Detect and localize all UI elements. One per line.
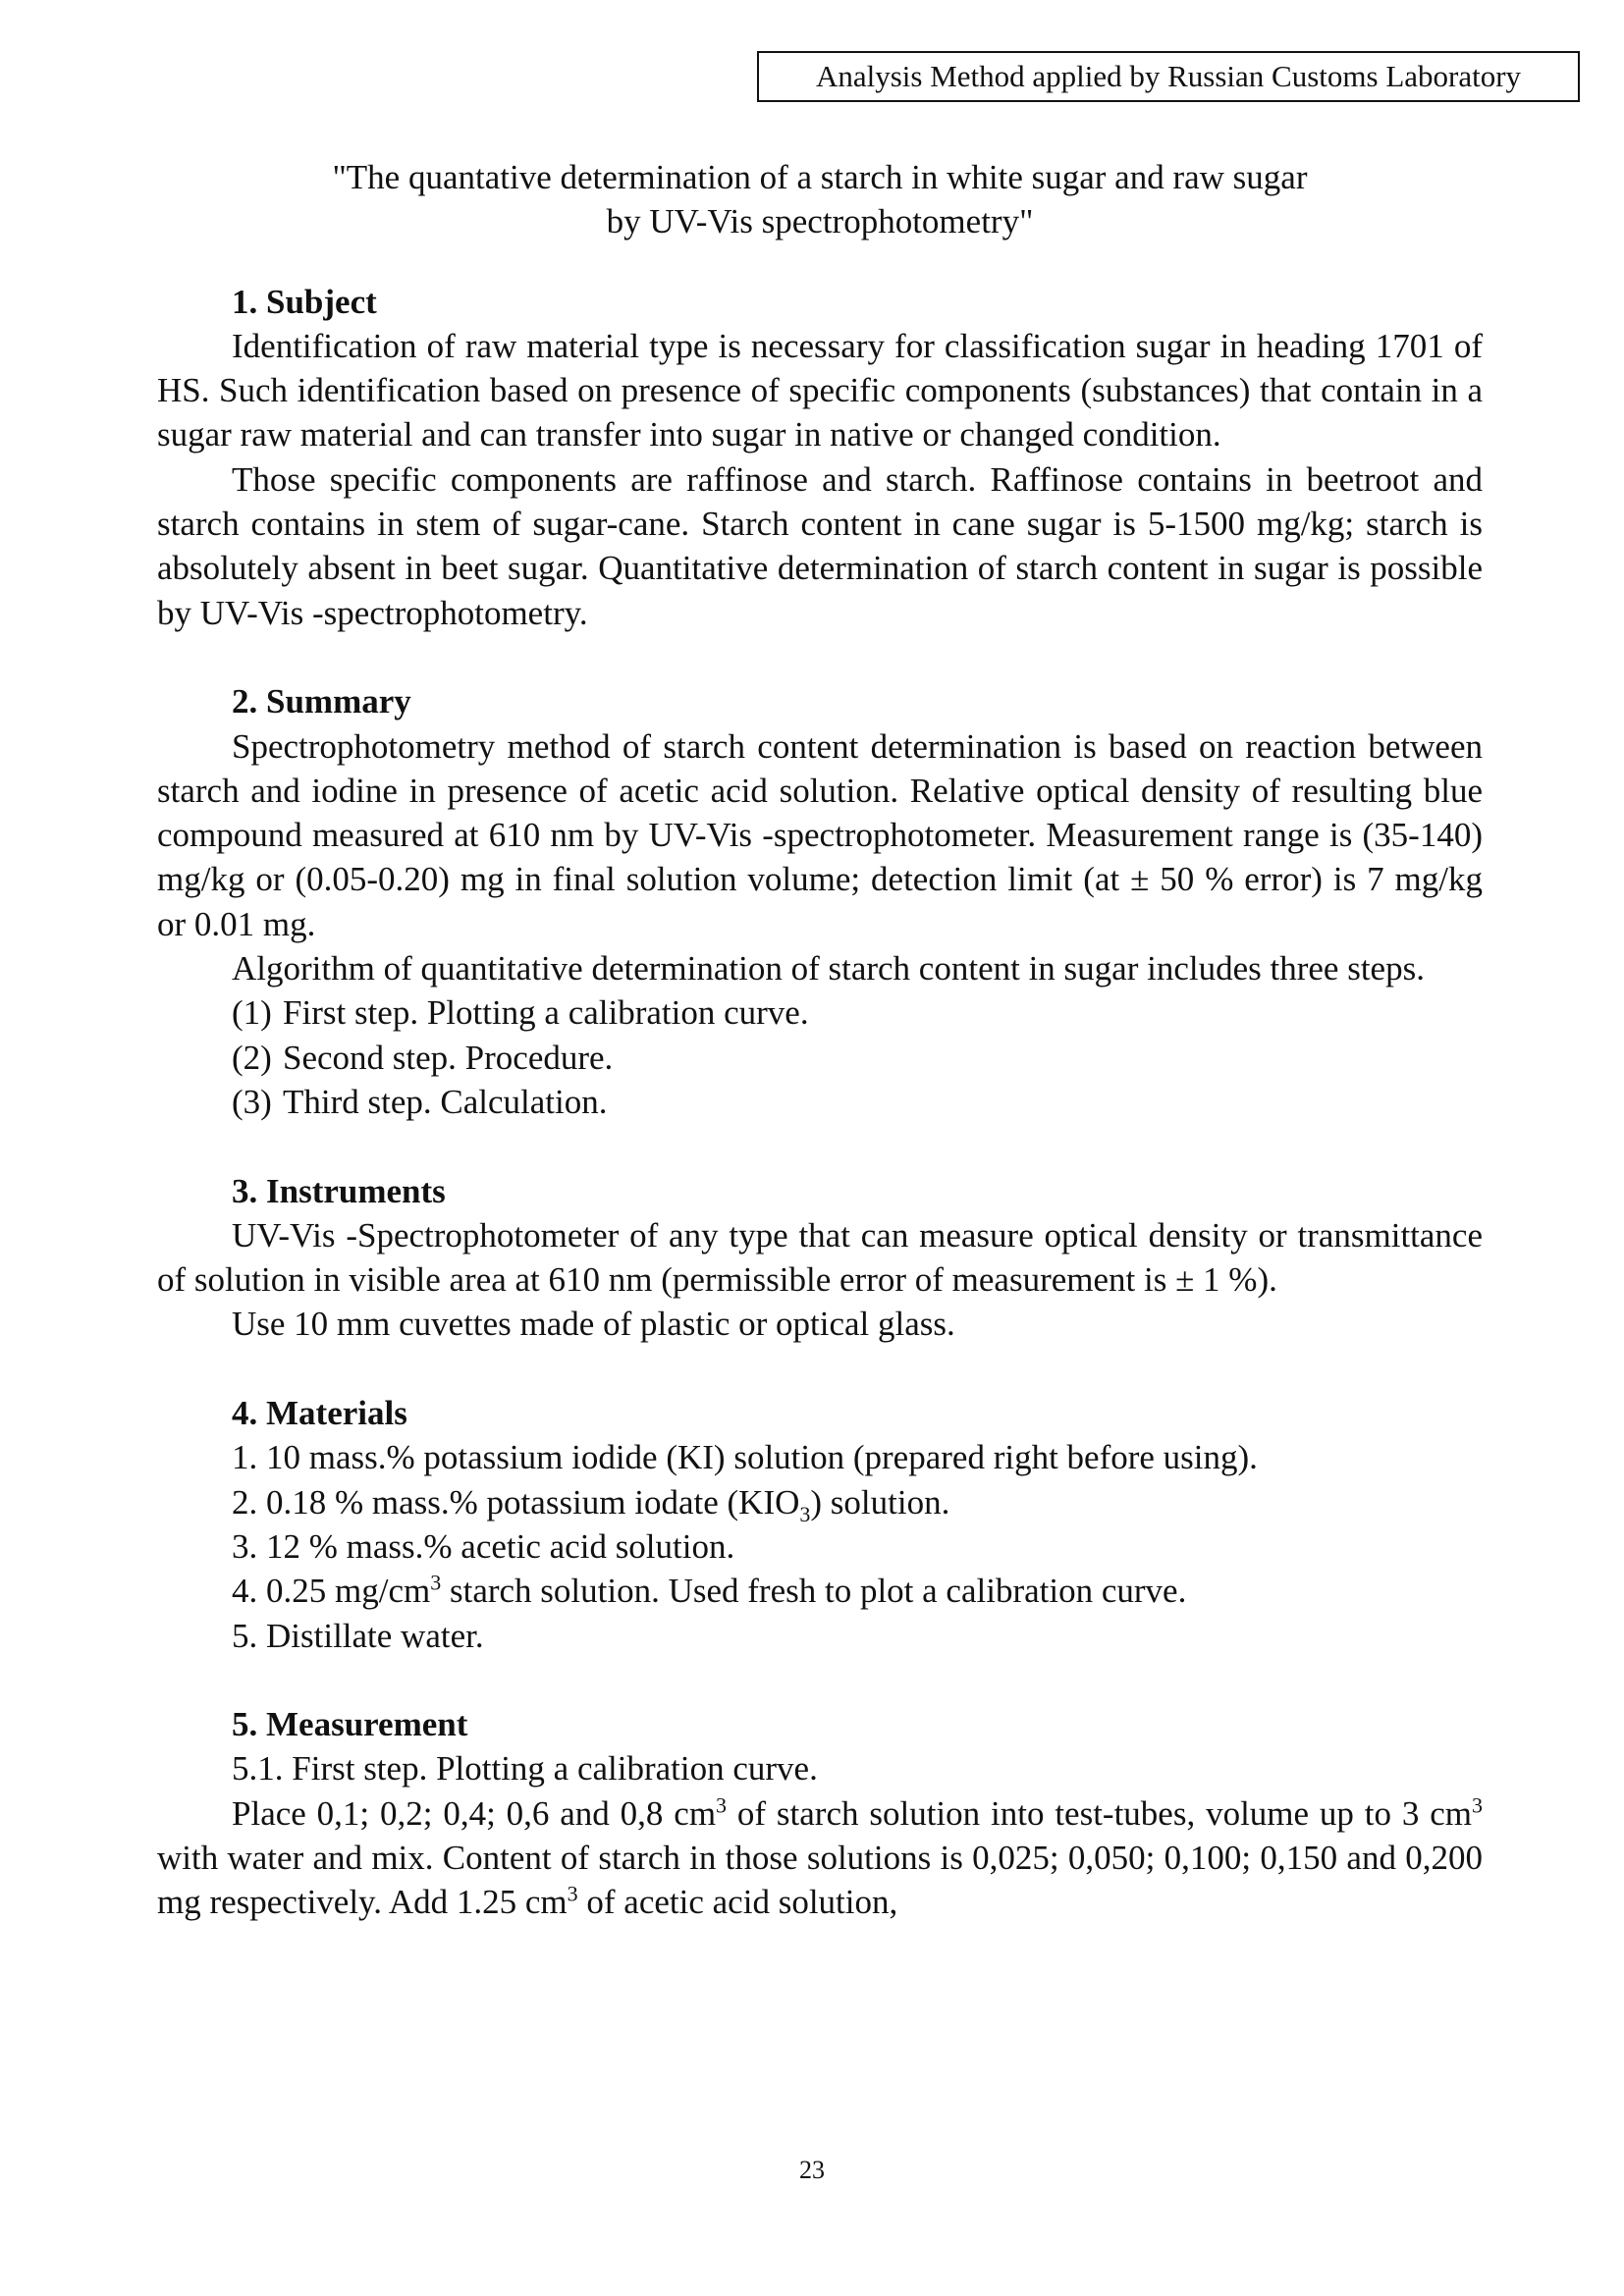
- list-item: [157, 1569, 1483, 1613]
- section-materials: [157, 1391, 1483, 1658]
- material-text: ) solution.: [810, 1482, 950, 1522]
- measurement-text: with water and mix. Content of starch in those solutions is 0,025; 0,050; 0,100; 0,150 and 0,200 mg respectively. Add 1.25 cm: [157, 1838, 1483, 1922]
- step-text: Third step. Calculation.: [283, 1082, 608, 1121]
- list-item: [157, 1080, 1483, 1124]
- section-measurement: [157, 1702, 1483, 1924]
- section-heading-instruments: 3. Instruments: [232, 1171, 446, 1210]
- material-text: 2. 0.18 % mass.% potassium iodate (KIO: [232, 1482, 800, 1522]
- list-item: [157, 1036, 1483, 1080]
- section-summary: [157, 679, 1483, 1124]
- step-number: (2): [232, 1038, 272, 1077]
- document-title: [157, 155, 1483, 244]
- instruments-paragraph-2: Use 10 mm cuvettes made of plastic or optical glass.: [232, 1305, 955, 1344]
- summary-paragraph-2: Algorithm of quantitative determination of starch content in sugar includes three steps.: [232, 949, 1425, 988]
- list-item: 5. Distillate water.: [232, 1616, 484, 1655]
- measurement-text: of starch solution into test-tubes, volume up to 3 cm: [727, 1793, 1472, 1833]
- superscript: 3: [430, 1570, 442, 1595]
- list-item: 1. 10 mass.% potassium iodide (KI) solution (prepared right before using).: [232, 1438, 1258, 1477]
- list-item: 3. 12 % mass.% acetic acid solution.: [232, 1526, 735, 1566]
- section-heading-measurement: 5. Measurement: [232, 1705, 468, 1744]
- measurement-text: Place 0,1; 0,2; 0,4; 0,6 and 0,8 cm: [232, 1793, 717, 1833]
- section-instruments: [157, 1169, 1483, 1347]
- superscript: 3: [716, 1792, 728, 1818]
- section-heading-subject: 1. Subject: [232, 282, 377, 321]
- section-subject: [157, 280, 1483, 635]
- instruments-paragraph-1: UV-Vis -Spectrophotometer of any type that can measure optical density or transmittance of solution in visible area at 610 nm (permissible error of measurement is ± 1 %).: [157, 1215, 1483, 1300]
- step-text: First step. Plotting a calibration curve.: [283, 993, 809, 1033]
- document-body: [157, 147, 1483, 1925]
- superscript: 3: [567, 1881, 578, 1906]
- title-line-2: by UV-Vis spectrophotometry": [606, 202, 1034, 241]
- title-line-1: "The quantative determination of a starch in white sugar and raw sugar: [332, 158, 1308, 196]
- running-header: Analysis Method applied by Russian Customs Laboratory: [757, 51, 1580, 102]
- section-heading-materials: 4. Materials: [232, 1394, 407, 1433]
- subject-paragraph-1: Identification of raw material type is necessary for classification sugar in heading 1701 of HS. Such identification based on presence of specific components (substances) that contain in a sugar raw material and can transfer into sugar in native or changed condition.: [157, 326, 1483, 454]
- step-number: (1): [232, 993, 272, 1033]
- summary-paragraph-1: Spectrophotometry method of starch content determination is based on reaction between starch and iodine in presence of acetic acid solution. Relative optical density of resulting blue compound measured at 610 nm by UV-Vis -spectrophotometer. Measurement range is (35-140) mg/kg or (0.05-0.20) mg in final solution volume; detection limit (at ± 50 % error) is 7 mg/kg or 0.01 mg.: [157, 726, 1483, 943]
- step-number: (3): [232, 1082, 272, 1121]
- page-number: 23: [799, 2156, 825, 2184]
- material-text: 4. 0.25 mg/cm: [232, 1572, 431, 1611]
- subscript: 3: [799, 1501, 811, 1526]
- section-heading-summary: 2. Summary: [232, 682, 411, 721]
- subject-paragraph-2: Those specific components are raffinose and starch. Raffinose contains in beetroot and starch contains in stem of sugar-cane. Starch content in cane sugar is 5-1500 mg/kg; starch is absolutely absent in beet sugar. Quantitative determination of starch content in sugar is possible by UV-Vis -spectrophotometry.: [157, 459, 1483, 632]
- summary-steps-list: [157, 990, 1483, 1124]
- subsection-title: 5.1. First step. Plotting a calibration curve.: [232, 1749, 818, 1789]
- measurement-paragraph: [157, 1791, 1483, 1925]
- list-item: [157, 990, 1483, 1035]
- measurement-text: of acetic acid solution,: [577, 1883, 898, 1922]
- list-item: [157, 1480, 1483, 1524]
- superscript: 3: [1472, 1792, 1483, 1818]
- step-text: Second step. Procedure.: [283, 1038, 614, 1077]
- materials-list: [157, 1435, 1483, 1657]
- material-text: starch solution. Used fresh to plot a calibration curve.: [441, 1572, 1187, 1611]
